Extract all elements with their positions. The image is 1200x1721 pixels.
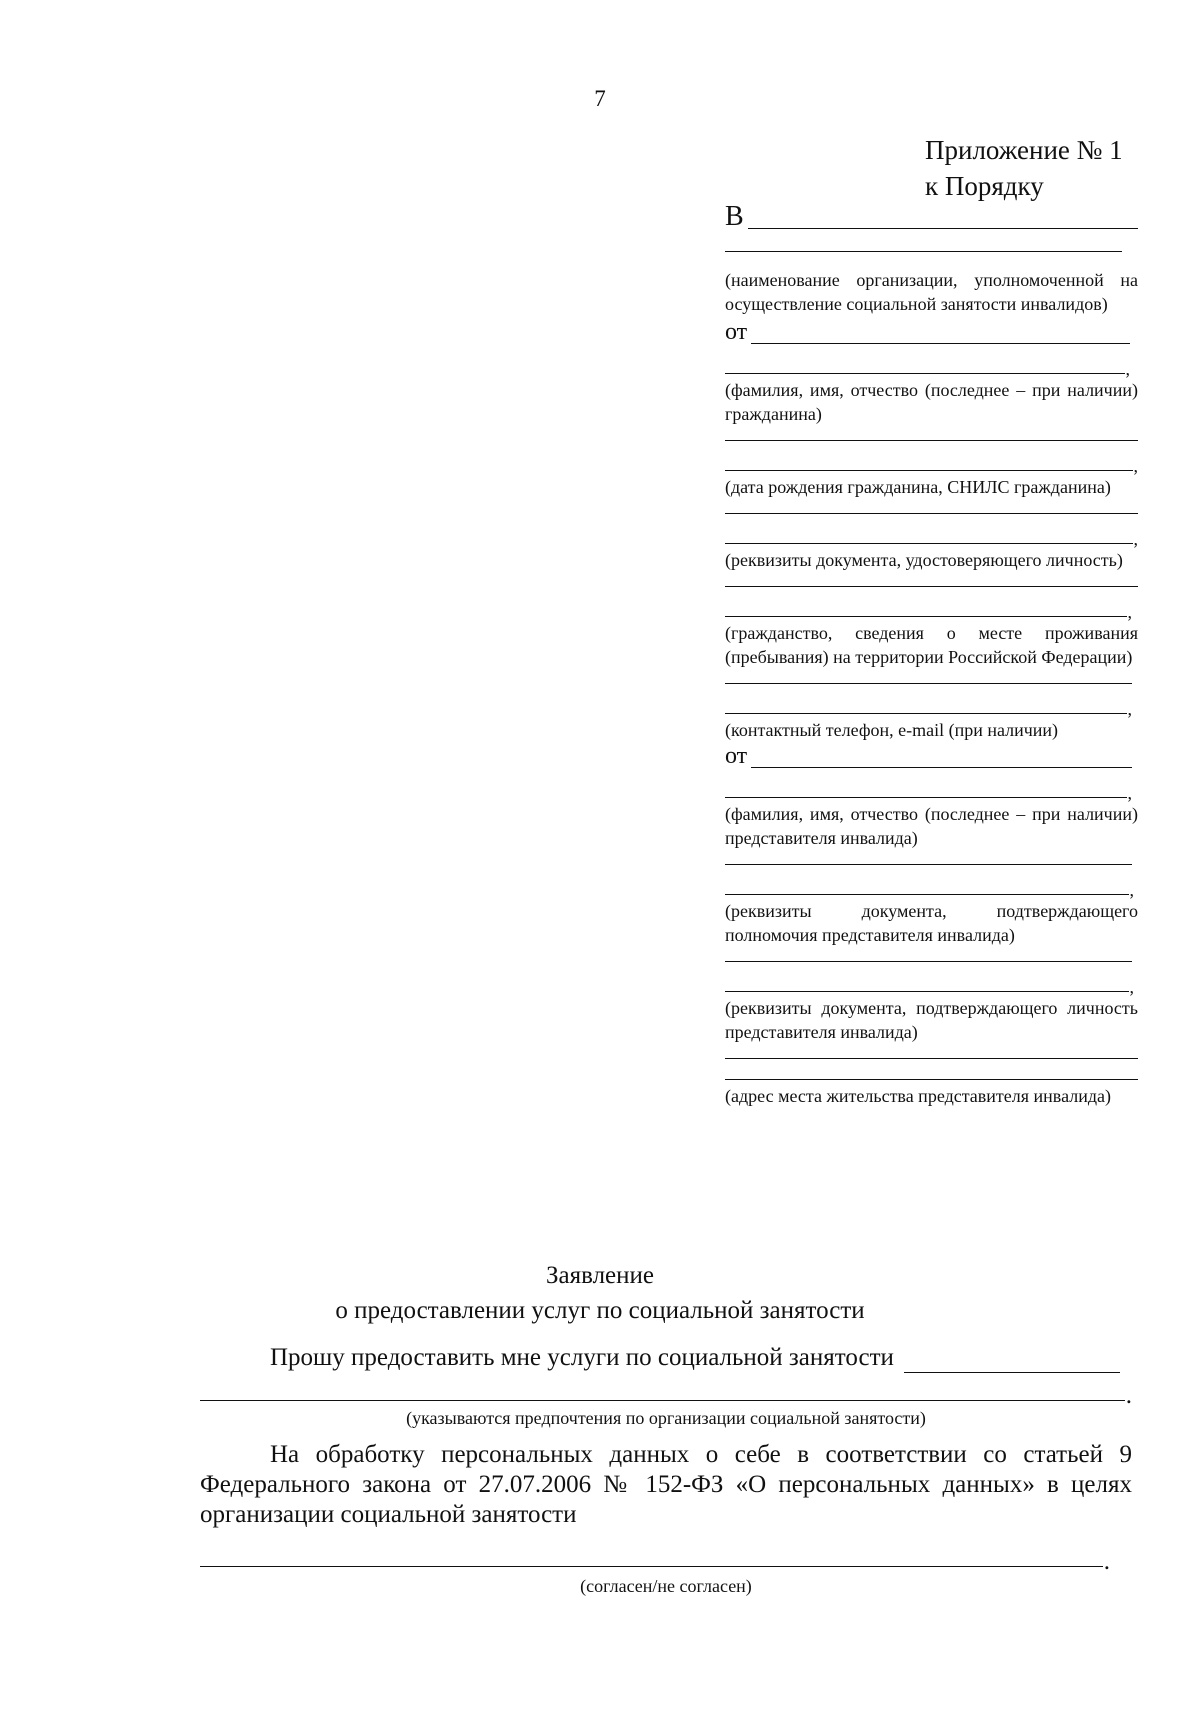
statement-subtitle: о предоставлении услуг по социальной занятости <box>335 1297 865 1324</box>
appendix-line-1: Приложение № 1 <box>925 135 1123 165</box>
appendix-line-2: к Порядку <box>925 171 1044 201</box>
rep-authority-line-1[interactable] <box>725 864 1132 865</box>
rep-address-line-1[interactable] <box>725 1058 1138 1059</box>
request-row[interactable] <box>200 1343 1132 1373</box>
from-prefix: от <box>725 319 748 345</box>
id-doc-caption: (реквизиты документа, удостоверяющего личность) <box>725 550 1123 570</box>
from-field[interactable] <box>725 320 1138 344</box>
consent-block <box>200 1548 1132 1601</box>
page-number: 7 <box>594 86 606 111</box>
consent-text: На обработку персональных данных о себе в соответствии со статьей 9 Федерального закона от 27.07.2006 № 152-ФЗ «О персональных данных» в целях организации социальной занятости <box>200 1441 1132 1528</box>
rep-address-line-2[interactable] <box>725 1079 1138 1080</box>
citizenship-caption: (гражданство, сведения о месте проживания (пребывания) на территории Российской Федерации) <box>725 623 1138 667</box>
contact-line-1[interactable] <box>725 683 1132 684</box>
appendix-header <box>925 132 1123 204</box>
preferences-caption: (указываются предпочтения по организации социальной занятости) <box>406 1408 926 1428</box>
rep-id-line-1[interactable] <box>725 961 1132 962</box>
org-caption: (наименование организации, уполномоченной на осуществление социальной занятости инвалидов) <box>725 270 1138 314</box>
dob-caption: (дата рождения гражданина, СНИЛС гражданина) <box>725 477 1111 497</box>
fio-caption: (фамилия, имя, отчество (последнее – при наличии) гражданина) <box>725 380 1138 424</box>
dob-line-2[interactable]: , <box>725 461 1138 471</box>
rep-from-field[interactable] <box>725 744 1138 768</box>
recipient-block <box>725 201 1138 1108</box>
request-block <box>200 1343 1132 1433</box>
id-doc-line-1[interactable] <box>725 513 1138 514</box>
to-prefix: В <box>725 201 744 232</box>
consent-caption: (согласен/не согласен) <box>580 1576 752 1596</box>
contact-caption: (контактный телефон, e-mail (при наличии) <box>725 720 1059 740</box>
rep-address-caption: (адрес места жительства представителя инвалида) <box>725 1086 1111 1106</box>
request-text: Прошу предоставить мне услуги по социальной занятости <box>270 1344 894 1371</box>
rep-from-line-2[interactable]: , <box>725 788 1132 798</box>
dob-line-1[interactable] <box>725 440 1138 441</box>
rep-from-prefix: от <box>725 743 748 769</box>
citizenship-line-2[interactable]: , <box>725 607 1132 617</box>
contact-line-2[interactable]: , <box>725 704 1132 714</box>
rep-id-line-2[interactable]: , <box>725 982 1134 992</box>
id-doc-line-2[interactable]: , <box>725 534 1138 544</box>
to-field[interactable] <box>725 201 1138 232</box>
org-line[interactable] <box>725 251 1122 252</box>
rep-authority-line-2[interactable]: , <box>725 885 1134 895</box>
from-line-2[interactable]: , <box>725 364 1130 374</box>
rep-id-caption: (реквизиты документа, подтверждающего личность представителя инвалида) <box>725 998 1138 1042</box>
statement-title: Заявление <box>545 1262 655 1289</box>
citizenship-line-1[interactable] <box>725 586 1138 587</box>
request-line-2[interactable]: . <box>200 1391 1132 1401</box>
consent-line[interactable]: . <box>200 1557 1110 1567</box>
rep-authority-caption: (реквизиты документа, подтверждающего полномочия представителя инвалида) <box>725 901 1138 945</box>
rep-fio-caption: (фамилия, имя, отчество (последнее – при наличии) представителя инвалида) <box>725 804 1138 848</box>
